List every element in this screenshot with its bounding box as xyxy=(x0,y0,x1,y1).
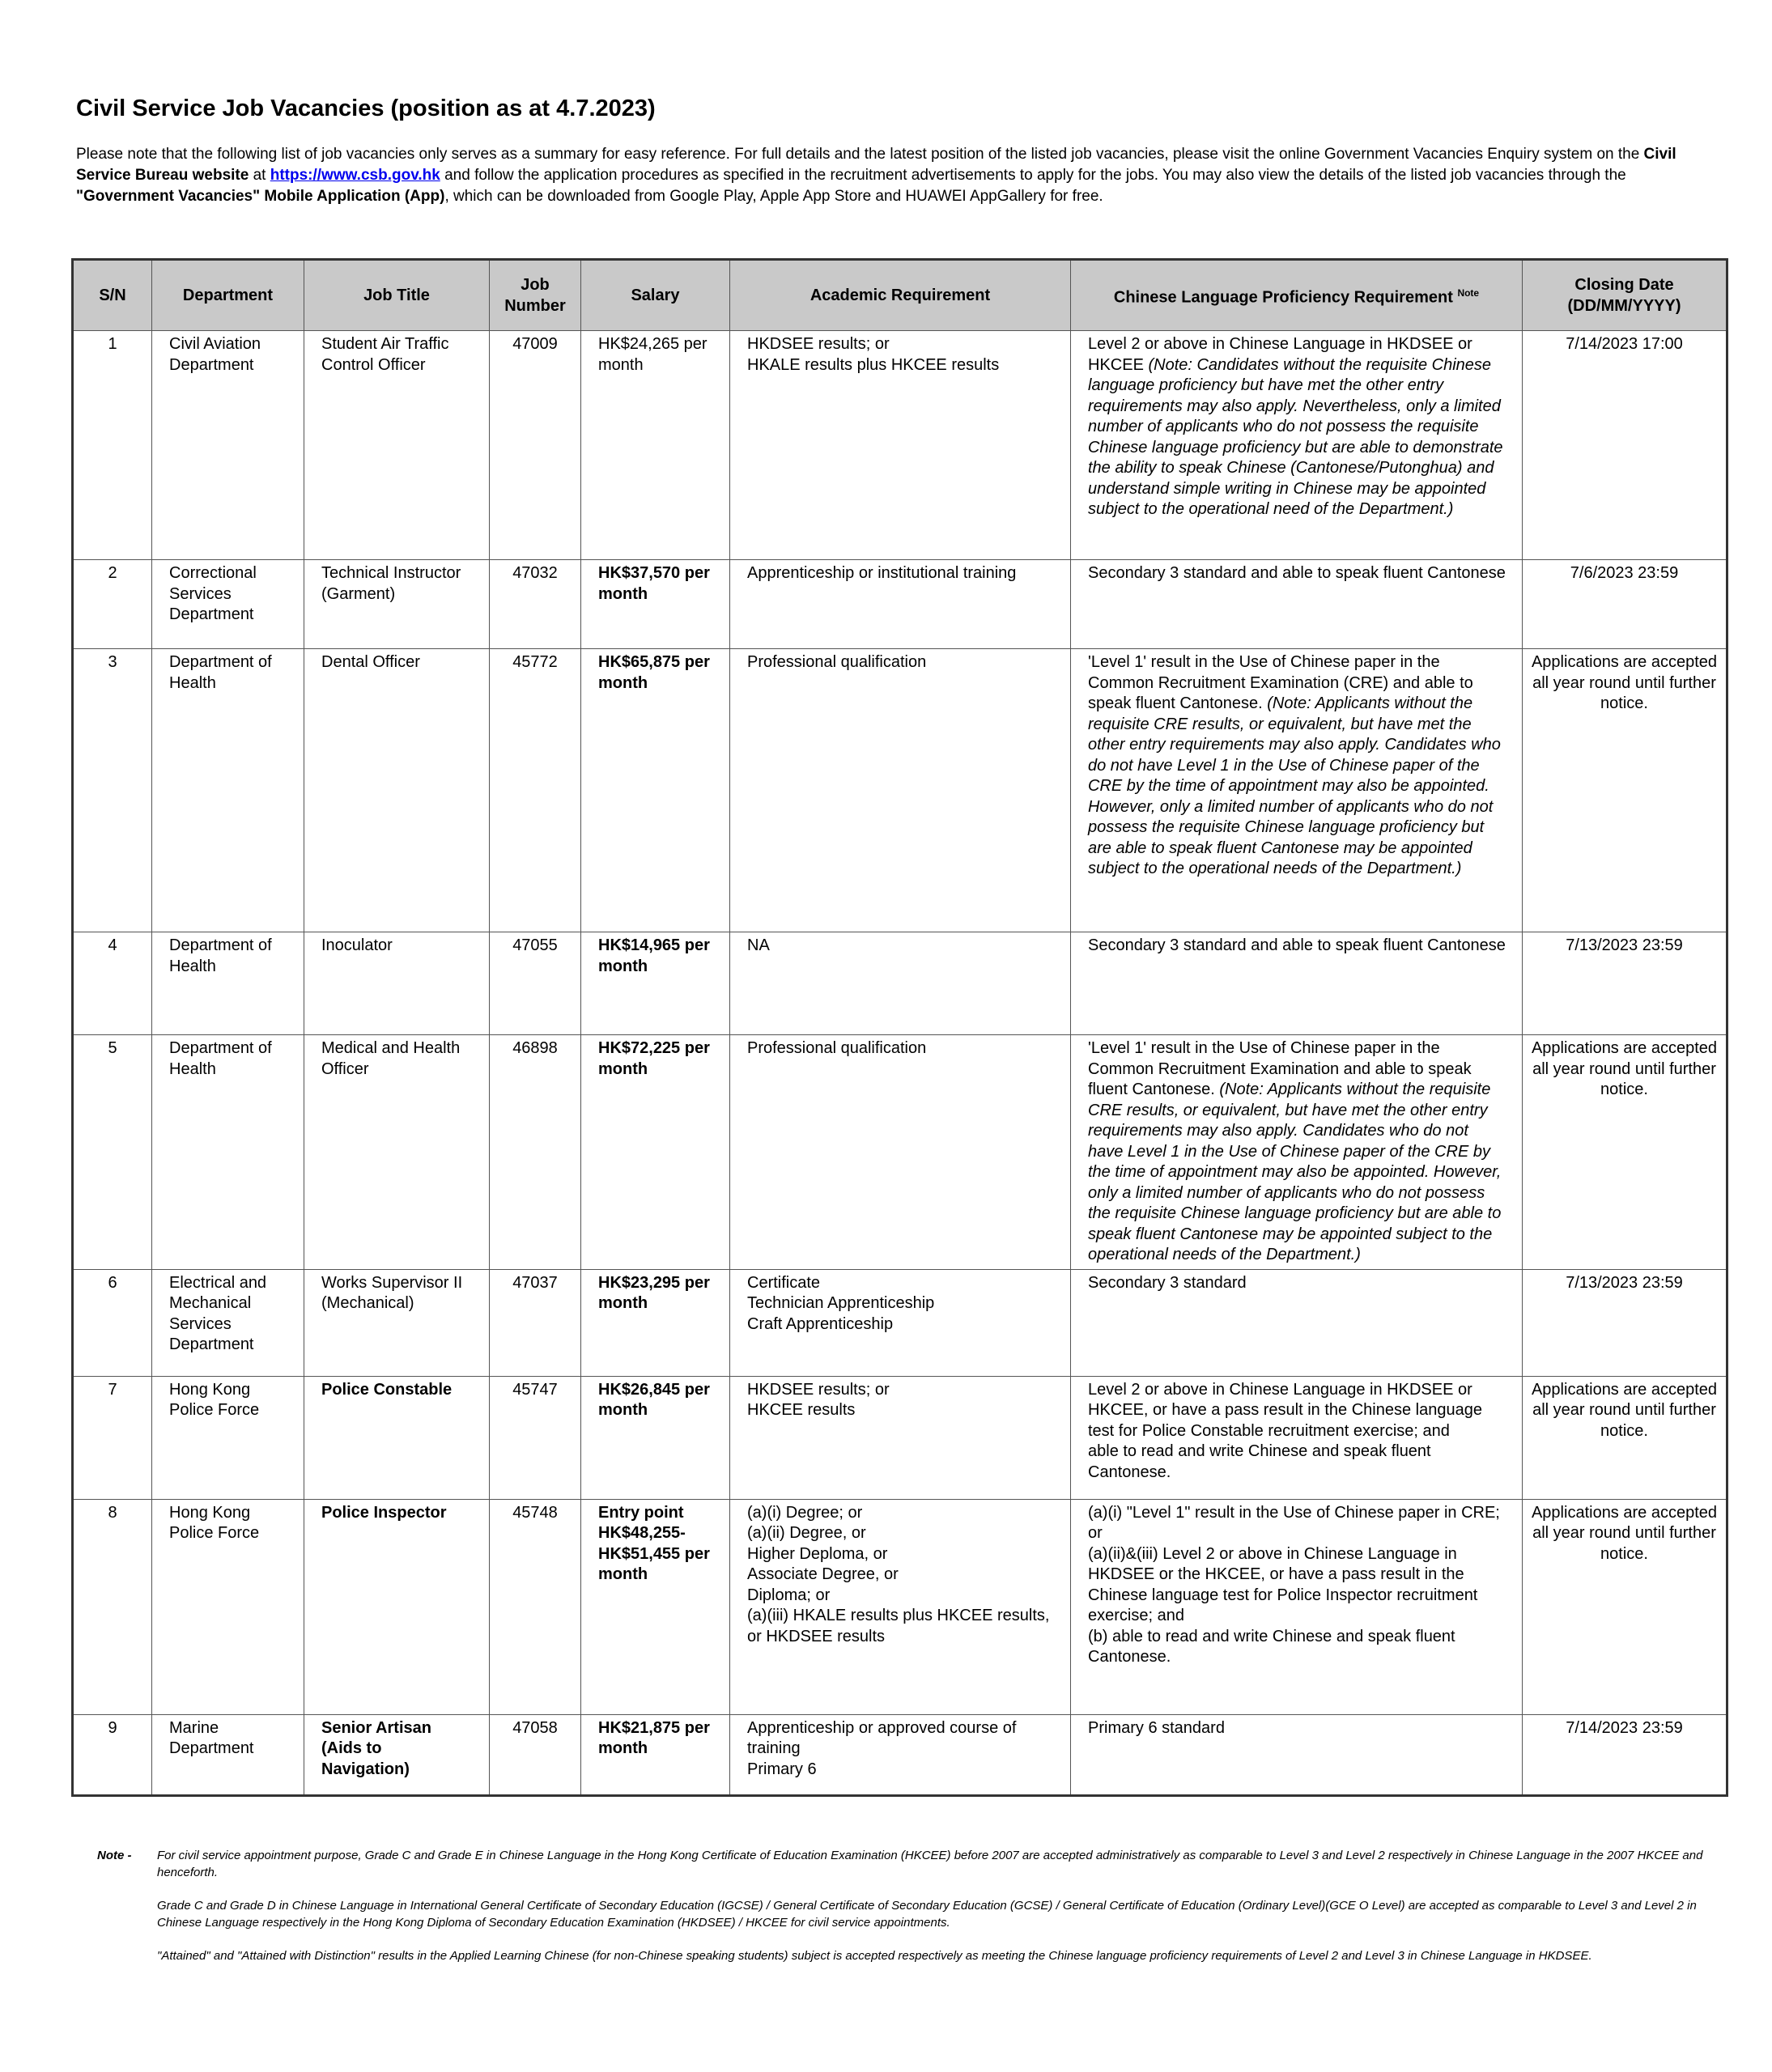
header-sn: S/N xyxy=(73,260,152,331)
cell-sn: 8 xyxy=(73,1499,152,1714)
csb-website-label: Civil Service Bureau website xyxy=(76,146,1676,184)
cell-chinese-requirement xyxy=(1071,932,1523,1035)
cell-sn: 9 xyxy=(73,1714,152,1795)
chinese-requirement-text: Level 2 or above in Chinese Language in HKDSEE or HKCEE, or have a pass result in the Chinese language test for Police Constable recruitment exercise; and able to read and write Chinese and speak fluent Cantonese. xyxy=(1088,1380,1482,1481)
chinese-requirement-text: 'Level 1' result in the Use of Chinese paper in the Common Recruitment Examination (CRE) and able to speak fluent Cantonese. xyxy=(1088,653,1473,712)
cell-department: Marine Department xyxy=(152,1714,304,1795)
cell-salary: HK$24,265 per month xyxy=(581,331,730,560)
table-header-row xyxy=(73,260,1727,331)
cell-department: Department of Health xyxy=(152,932,304,1035)
cell-closing-date: 7/6/2023 23:59 xyxy=(1523,560,1727,649)
header-job-title: Job Title xyxy=(304,260,490,331)
table-row xyxy=(73,932,1727,1035)
cell-job-number: 45747 xyxy=(490,1376,581,1499)
cell-department: Department of Health xyxy=(152,1035,304,1270)
cell-job-title: Works Supervisor II (Mechanical) xyxy=(304,1269,490,1376)
cell-closing-date: 7/13/2023 23:59 xyxy=(1523,1269,1727,1376)
cell-job-title: Police Inspector xyxy=(304,1499,490,1714)
intro-paragraph xyxy=(76,144,1703,207)
header-chinese-requirement xyxy=(1071,260,1523,331)
table-row xyxy=(73,1035,1727,1270)
cell-academic-requirement: Certificate Technician Apprenticeship Craft Apprenticeship xyxy=(730,1269,1071,1376)
cell-closing-date: Applications are accepted all year round until further notice. xyxy=(1523,1035,1727,1270)
cell-department: Hong Kong Police Force xyxy=(152,1499,304,1714)
footnotes xyxy=(97,1847,1724,1981)
intro-text: Please note that the following list of job vacancies only serves as a summary for easy reference. For full details and the latest position of the listed job vacancies, please visit the online Government Vacancies Enquiry system on the xyxy=(76,146,1644,163)
cell-department: Correctional Services Department xyxy=(152,560,304,649)
cell-sn: 1 xyxy=(73,331,152,560)
intro-text: at xyxy=(249,167,270,184)
header-salary: Salary xyxy=(581,260,730,331)
cell-job-title: Medical and Health Officer xyxy=(304,1035,490,1270)
table-row xyxy=(73,1376,1727,1499)
cell-job-title: Inoculator xyxy=(304,932,490,1035)
header-closing-date: Closing Date (DD/MM/YYYY) xyxy=(1523,260,1727,331)
cell-department: Civil Aviation Department xyxy=(152,331,304,560)
chinese-requirement-note: (Note: Candidates without the requisite Chinese language proficiency but have met the other entry requirements may also apply. Nevertheless, only a limited number of applicants who do not possess the requisite Chinese language proficiency but are able to demonstrate the ability to speak Chinese (Cantonese/Putonghua) and understand simple writing in Chinese may be appointed subject to the operational need of the Department.) xyxy=(1088,355,1503,518)
page-title: Civil Service Job Vacancies (position as at 4.7.2023) xyxy=(76,96,656,121)
cell-salary: HK$65,875 per month xyxy=(581,649,730,932)
cell-academic-requirement: Professional qualification xyxy=(730,649,1071,932)
cell-job-number: 47055 xyxy=(490,932,581,1035)
cell-salary: HK$21,875 per month xyxy=(581,1714,730,1795)
chinese-requirement-note: (Note: Applicants without the requisite CRE results, or equivalent, but have met the other entry requirements may also apply. Candidates who do not have Level 1 in the Use of Chinese paper of the CRE by the time of appointment may also be appointed. However, only a limited number of applicants who do not possess the requisite Chinese language proficiency but are able to speak fluent Cantonese may be appointed subject to the operational needs of the Department.) xyxy=(1088,1081,1502,1263)
cell-academic-requirement: Apprenticeship or institutional training xyxy=(730,560,1071,649)
cell-job-number: 46898 xyxy=(490,1035,581,1270)
cell-chinese-requirement xyxy=(1071,331,1523,560)
notes-label: Note - xyxy=(97,1849,132,1862)
cell-job-number: 47037 xyxy=(490,1269,581,1376)
cell-sn: 5 xyxy=(73,1035,152,1270)
cell-academic-requirement: Apprenticeship or approved course of training Primary 6 xyxy=(730,1714,1071,1795)
cell-salary: HK$72,225 per month xyxy=(581,1035,730,1270)
footnote-paragraph: Grade C and Grade D in Chinese Language in International General Certificate of Secondary Education (IGCSE) / General Certificate of Secondary Education (GCSE) / General Certificate of Education (Ordinary Level)(GCE O Level) are accepted as comparable to Level 3 and Level 2 in Chinese Language respectively in the Hong Kong Diploma of Secondary Education Examination (HKDSEE) / HKCEE for civil service appointments. xyxy=(157,1899,1697,1930)
table-row xyxy=(73,1499,1727,1714)
cell-sn: 2 xyxy=(73,560,152,649)
cell-department: Department of Health xyxy=(152,649,304,932)
cell-job-title: Technical Instructor (Garment) xyxy=(304,560,490,649)
cell-job-number: 47058 xyxy=(490,1714,581,1795)
cell-closing-date: 7/13/2023 23:59 xyxy=(1523,932,1727,1035)
cell-salary: HK$26,845 per month xyxy=(581,1376,730,1499)
csb-website-link[interactable]: https://www.csb.gov.hk xyxy=(270,167,440,184)
cell-salary: HK$23,295 per month xyxy=(581,1269,730,1376)
cell-chinese-requirement xyxy=(1071,1499,1523,1714)
chinese-requirement-text: Primary 6 standard xyxy=(1088,1718,1225,1737)
intro-text: and follow the application procedures as specified in the recruitment advertisements to apply for the jobs. You may also view the details of the listed job vacancies through the xyxy=(440,167,1626,184)
cell-salary: HK$14,965 per month xyxy=(581,932,730,1035)
chinese-requirement-text: Secondary 3 standard and able to speak fluent Cantonese xyxy=(1088,936,1506,954)
table-row xyxy=(73,560,1727,649)
table-row xyxy=(73,649,1727,932)
cell-sn: 4 xyxy=(73,932,152,1035)
cell-job-number: 47009 xyxy=(490,331,581,560)
cell-department: Hong Kong Police Force xyxy=(152,1376,304,1499)
chinese-requirement-text: (a)(i) "Level 1" result in the Use of Chinese paper in CRE; or (a)(ii)&(iii) Level 2 or above in Chinese Language in HKDSEE or the HKCEE, or have a pass result in the Chinese language test for Police Inspector recruitment exercise; and (b) able to read and write Chinese and speak fluent Cantonese. xyxy=(1088,1503,1500,1666)
mobile-app-label: "Government Vacancies" Mobile Application (App) xyxy=(76,188,445,205)
cell-salary: HK$37,570 per month xyxy=(581,560,730,649)
header-chinese-label: Chinese Language Proficiency Requirement xyxy=(1113,288,1453,307)
chinese-requirement-text: 'Level 1' result in the Use of Chinese paper in the Common Recruitment Examination and able to speak fluent Cantonese. xyxy=(1088,1039,1472,1098)
table-row xyxy=(73,1269,1727,1376)
cell-academic-requirement: NA xyxy=(730,932,1071,1035)
cell-department: Electrical and Mechanical Services Department xyxy=(152,1269,304,1376)
cell-closing-date: 7/14/2023 23:59 xyxy=(1523,1714,1727,1795)
cell-sn: 6 xyxy=(73,1269,152,1376)
footnote-paragraph: "Attained" and "Attained with Distinction" results in the Applied Learning Chinese (for non-Chinese speaking students) subject is accepted respectively as meeting the Chinese language proficiency requirements of Level 2 and Level 3 in Chinese Language in HKDSEE. xyxy=(157,1949,1592,1963)
cell-chinese-requirement xyxy=(1071,560,1523,649)
cell-academic-requirement: HKDSEE results; or HKCEE results xyxy=(730,1376,1071,1499)
cell-closing-date: Applications are accepted all year round until further notice. xyxy=(1523,649,1727,932)
header-job-number: Job Number xyxy=(490,260,581,331)
cell-job-title: Dental Officer xyxy=(304,649,490,932)
header-academic-requirement: Academic Requirement xyxy=(730,260,1071,331)
header-note-superscript: Note xyxy=(1457,287,1480,299)
job-vacancies-table xyxy=(71,258,1728,1797)
cell-sn: 3 xyxy=(73,649,152,932)
chinese-requirement-text: Level 2 or above in Chinese Language in HKDSEE or HKCEE xyxy=(1088,335,1472,374)
cell-job-title: Police Constable xyxy=(304,1376,490,1499)
cell-closing-date: Applications are accepted all year round until further notice. xyxy=(1523,1499,1727,1714)
cell-job-number: 45772 xyxy=(490,649,581,932)
cell-academic-requirement: HKDSEE results; or HKALE results plus HKCEE results xyxy=(730,331,1071,560)
cell-academic-requirement: (a)(i) Degree; or (a)(ii) Degree, or Higher Deploma, or Associate Degree, or Diploma; or (a)(iii) HKALE results plus HKCEE results, or HKDSEE results xyxy=(730,1499,1071,1714)
chinese-requirement-text: Secondary 3 standard and able to speak fluent Cantonese xyxy=(1088,564,1506,582)
cell-job-number: 47032 xyxy=(490,560,581,649)
footnote-paragraph: For civil service appointment purpose, Grade C and Grade E in Chinese Language in the Hong Kong Certificate of Education Examination (HKCEE) before 2007 are accepted administratively as comparable to Level 3 and Level 2 respectively in Chinese Language in the 2007 HKCEE and henceforth. xyxy=(157,1849,1703,1879)
intro-text: , which can be downloaded from Google Play, Apple App Store and HUAWEI AppGallery for free. xyxy=(444,188,1103,205)
table-row xyxy=(73,331,1727,560)
cell-chinese-requirement xyxy=(1071,1269,1523,1376)
cell-job-number: 45748 xyxy=(490,1499,581,1714)
cell-chinese-requirement xyxy=(1071,1714,1523,1795)
cell-closing-date: Applications are accepted all year round until further notice. xyxy=(1523,1376,1727,1499)
table-row xyxy=(73,1714,1727,1795)
cell-closing-date: 7/14/2023 17:00 xyxy=(1523,331,1727,560)
chinese-requirement-note: (Note: Applicants without the requisite CRE results, or equivalent, but have met the other entry requirements may also apply. Candidates who do not have Level 1 in the Use of Chinese paper of the CRE by the time of appointment may also be appointed. However, only a limited number of applicants who do not possess the requisite Chinese language proficiency but are able to speak fluent Cantonese may be appointed subject to the operational needs of the Department.) xyxy=(1088,694,1501,877)
cell-sn: 7 xyxy=(73,1376,152,1499)
cell-academic-requirement: Professional qualification xyxy=(730,1035,1071,1270)
chinese-requirement-text: Secondary 3 standard xyxy=(1088,1273,1247,1292)
cell-chinese-requirement xyxy=(1071,649,1523,932)
cell-salary: Entry point HK$48,255-HK$51,455 per month xyxy=(581,1499,730,1714)
cell-job-title: Student Air Traffic Control Officer xyxy=(304,331,490,560)
header-department: Department xyxy=(152,260,304,331)
cell-job-title: Senior Artisan (Aids to Navigation) xyxy=(304,1714,490,1795)
cell-chinese-requirement xyxy=(1071,1035,1523,1270)
cell-chinese-requirement xyxy=(1071,1376,1523,1499)
